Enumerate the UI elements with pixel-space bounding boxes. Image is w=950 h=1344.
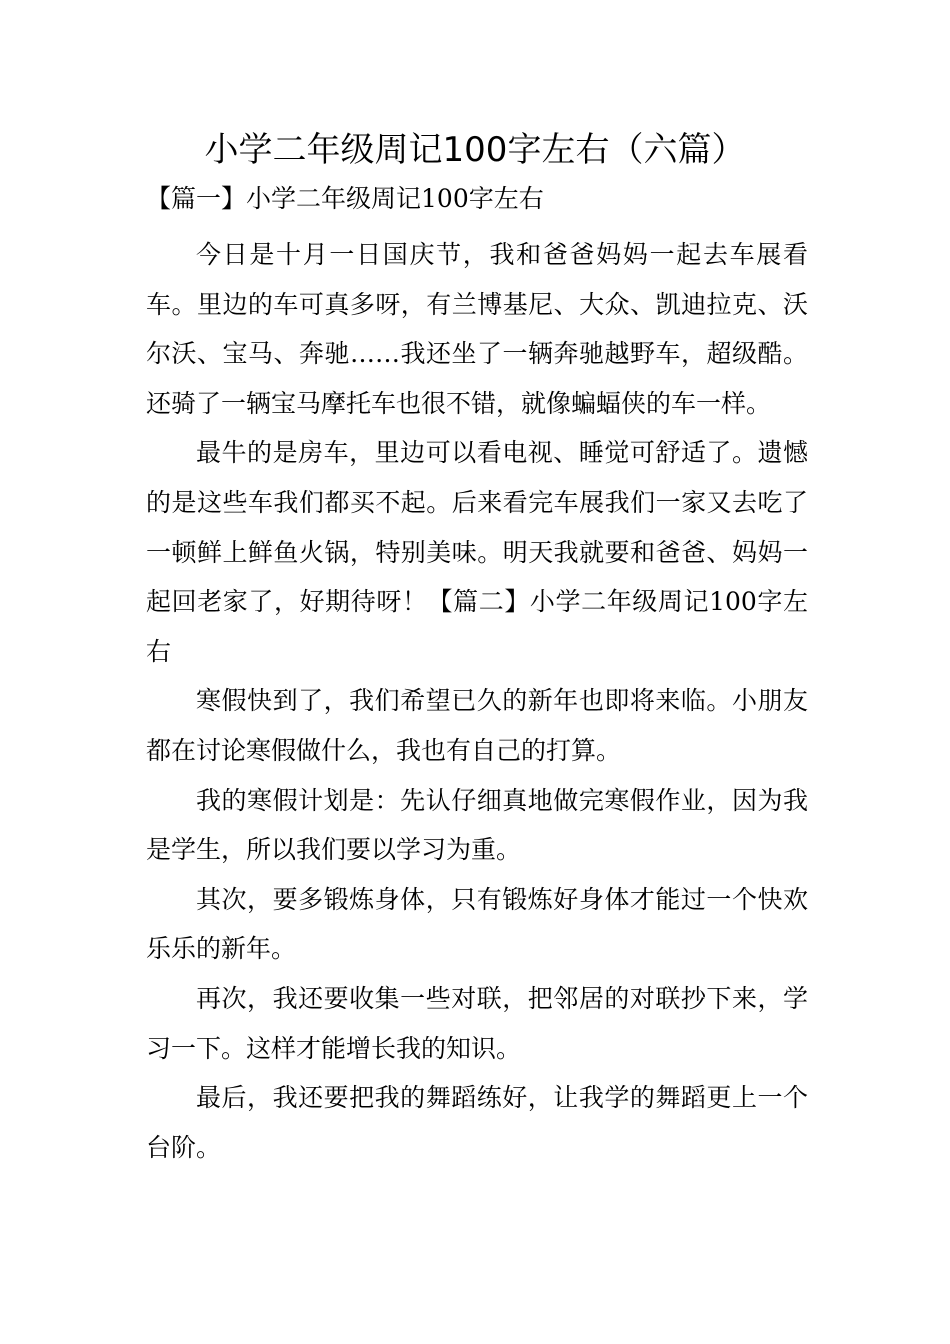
paragraph: 其次，要多锻炼身体，只有锻炼好身体才能过一个快欢乐乐的新年。 <box>146 884 808 964</box>
document-body <box>146 230 808 1172</box>
paragraph: 再次，我还要收集一些对联，把邻居的对联抄下来，学习一下。这样才能增长我的知识。 <box>146 983 808 1063</box>
paragraph: 最牛的是房车，里边可以看电视、睡觉可舒适了。遗憾的是这些车我们都买不起。后来看完车展我们一家又去吃了一顿鲜上鲜鱼火锅，特别美味。明天我就要和爸爸、妈妈一起回老家了，好期待呀！【篇二】小学二年级周记100字左右 <box>146 438 808 666</box>
paragraph: 今日是十月一日国庆节，我和爸爸妈妈一起去车展看车。里边的车可真多呀，有兰博基尼、大众、凯迪拉克、沃尔沃、宝马、奔驰……我还坐了一辆奔驰越野车，超级酷。还骑了一辆宝马摩托车也很不错，就像蝙蝠侠的车一样。 <box>146 240 808 418</box>
paragraph: 最后，我还要把我的舞蹈练好，让我学的舞蹈更上一个台阶。 <box>146 1083 808 1162</box>
section-heading: 【篇一】小学二年级周记100字左右 <box>146 184 544 213</box>
paragraph: 我的寒假计划是：先认仔细真地做完寒假作业，因为我是学生，所以我们要以学习为重。 <box>146 785 808 865</box>
document-title: 小学二年级周记100字左右（六篇） <box>204 130 746 170</box>
paragraph: 寒假快到了，我们希望已久的新年也即将来临。小朋友都在讨论寒假做什么，我也有自己的打算。 <box>146 686 808 765</box>
